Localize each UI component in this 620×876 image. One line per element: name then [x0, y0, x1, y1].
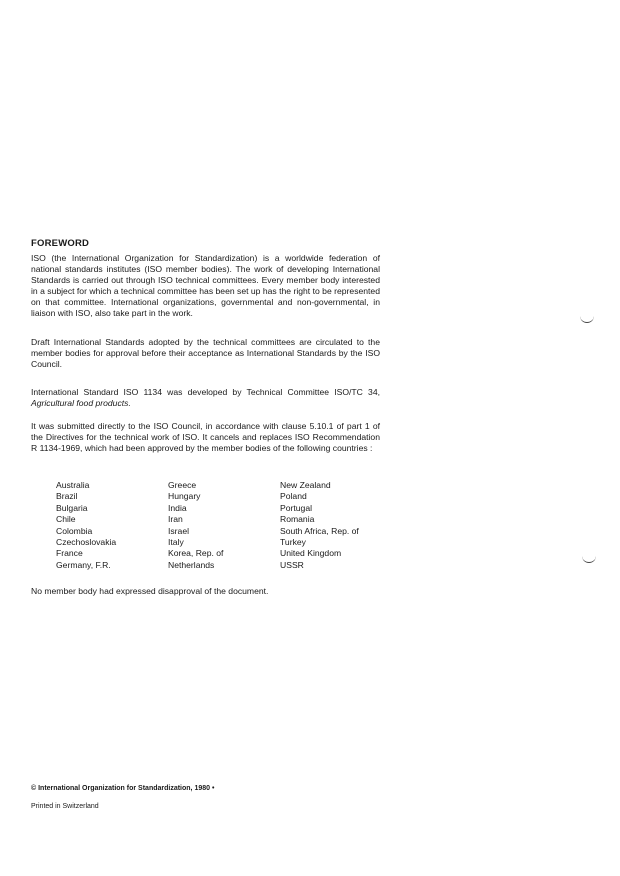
country-item: Colombia [56, 525, 93, 536]
country-item: Bulgaria [56, 502, 88, 513]
countries-list [56, 480, 410, 571]
country-item: Poland [280, 491, 307, 502]
country-item: Iran [168, 514, 183, 525]
country-item: USSR [280, 559, 304, 570]
country-item: Italy [168, 537, 184, 548]
country-item: Brazil [56, 491, 78, 502]
committee-text: International Standard ISO 1134 was developed by Technical Committee ISO/TC 34, [31, 387, 380, 397]
country-item: Netherlands [168, 559, 215, 570]
copyright-notice: © International Organization for Standardization, 1980 • [31, 785, 215, 792]
country-item: Germany, F.R. [56, 559, 111, 570]
country-item: Israel [168, 525, 190, 536]
country-item: France [56, 548, 83, 559]
country-item: Korea, Rep. of [168, 548, 224, 559]
foreword-paragraph-committee [31, 387, 380, 409]
margin-mark [582, 556, 596, 563]
country-item: Turkey [280, 537, 306, 548]
country-item: United Kingdom [280, 548, 342, 559]
country-item: Australia [56, 480, 90, 490]
country-item: Romania [280, 514, 315, 525]
foreword-paragraph-submission: It was submitted directly to the ISO Council, in accordance with clause 5.10.1 of part 1 of the Directives for the technical work of ISO. It cancels and replaces ISO Recommendation R 1134-1969, which had been approved by the member bodies of the following countries : [31, 421, 380, 453]
margin-mark [580, 316, 594, 323]
country-item: Portugal [280, 502, 313, 513]
country-item: Czechoslovakia [56, 537, 117, 548]
country-item: India [168, 502, 187, 513]
country-item: Hungary [168, 491, 201, 502]
country-item: New Zealand [280, 480, 331, 490]
foreword-heading: FOREWORD [31, 238, 90, 249]
country-item: Chile [56, 514, 76, 525]
foreword-paragraph-approval: No member body had expressed disapproval of the document. [31, 586, 269, 596]
foreword-paragraph-draft-standards: Draft International Standards adopted by the technical committees are circulated to the member bodies for approval before their acceptance as International Standards by the ISO Council. [31, 337, 380, 369]
country-item: South Africa, Rep. of [280, 525, 359, 536]
foreword-paragraph-iso-intro: ISO (the International Organization for Standardization) is a worldwide federation of national standards institutes (ISO member bodies). The work of developing International Standards is carried out through ISO technical committees. Every member body interested in a subject for which a technical committee has been set up has the right to be represented on that committee. International organizations, governmental and non-governmental, in liaison with ISO, also take part in the work. [31, 253, 380, 318]
committee-title: Agricultural food products. [31, 398, 131, 408]
country-item: Greece [168, 480, 197, 490]
printed-notice: Printed in Switzerland [31, 803, 99, 810]
